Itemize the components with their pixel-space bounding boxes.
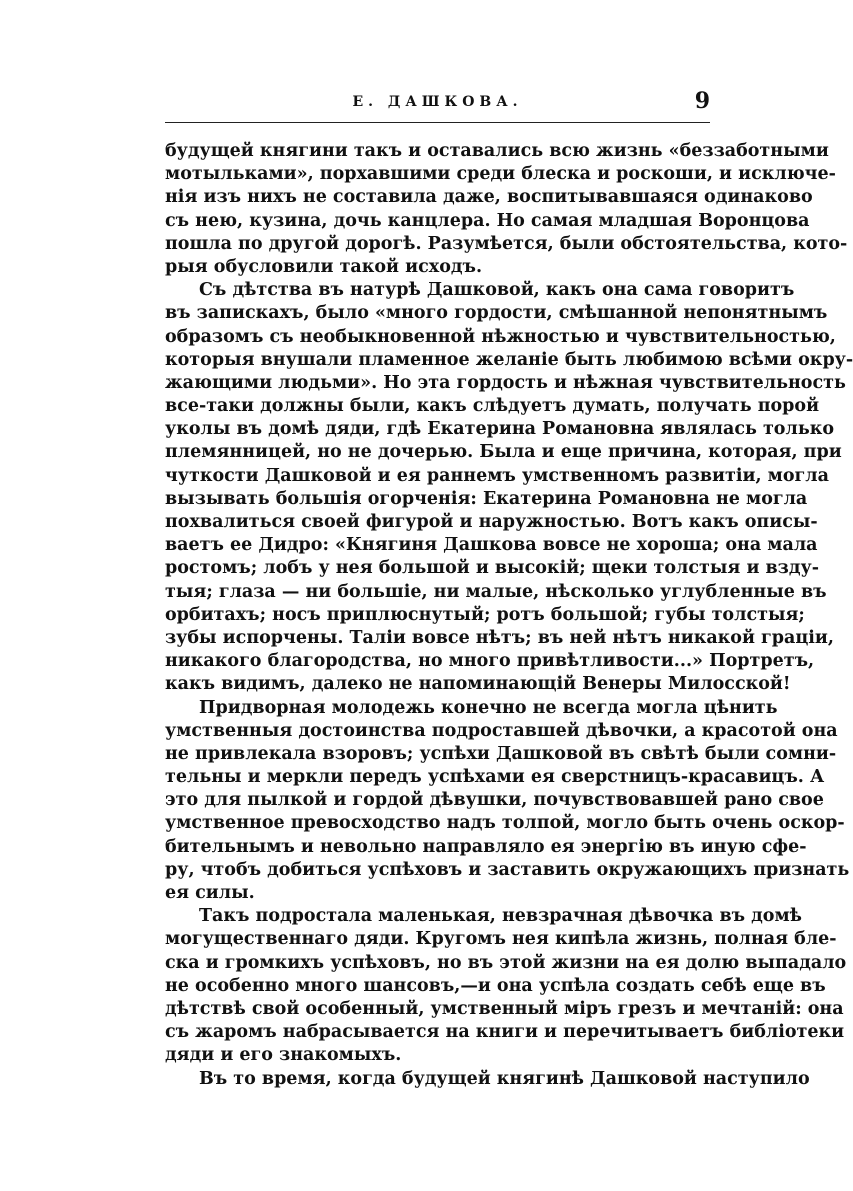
text-line: не привлекала взоровъ; успѣхи Дашковой въ свѣтѣ были сомни- <box>165 743 837 764</box>
header-rule <box>165 122 710 123</box>
text-line: тыя; глаза — ни большіе, ни малые, нѣсколько углубленные въ <box>165 581 827 602</box>
text-line: вызывать большія огорченія: Екатерина Романовна не могла <box>165 488 808 509</box>
text-line: племянницей, но не дочерью. Была и еще причина, которая, при <box>165 442 842 463</box>
page-number: 9 <box>694 88 710 114</box>
running-title: Е. ДАШКОВА. <box>352 94 523 110</box>
text-line: не особенно много шансовъ,—и она успѣла создать себѣ еще въ <box>165 975 826 996</box>
text-line: Такъ подростала маленькая, невзрачная дѣвочка въ домѣ <box>199 906 802 927</box>
text-line: зубы испорчены. Таліи вовсе нѣтъ; въ ней нѣтъ никакой граціи, <box>165 627 834 648</box>
text-line: ваетъ ее Дидро: «Княгиня Дашкова вовсе не хороша; она мала <box>165 535 818 556</box>
text-line: Въ то время, когда будущей княгинѣ Дашковой наступило <box>199 1068 810 1089</box>
paragraph <box>165 140 848 279</box>
text-line: ру, чтобъ добиться успѣховъ и заставить окружающихъ признать <box>165 859 850 880</box>
paragraph <box>165 279 853 696</box>
text-line: похвалиться своей фигурой и наружностью. Вотъ какъ описы- <box>165 512 818 532</box>
text-line: дѣтствѣ свой особенный, умственный міръ грезъ и мечтаній: она <box>165 998 844 1019</box>
text-line: ска и громкихъ успѣховъ, но въ этой жизни на ея долю выпадало <box>165 952 847 973</box>
text-line: пошла по другой дорогѣ. Разумѣется, были обстоятельства, кото- <box>165 233 848 254</box>
text-line: какъ видимъ, далеко не напоминающій Венеры Милосской! <box>165 674 791 695</box>
text-line: ростомъ; лобъ у нея большой и высокій; щеки толстыя и взду- <box>165 558 819 579</box>
text-line: все-таки должны были, какъ слѣдуетъ думать, получать порой <box>165 396 820 417</box>
text-line: никакого благородства, но много привѣтливости...» Портретъ, <box>165 651 815 672</box>
text-line: чуткости Дашковой и ея раннемъ умственномъ развитіи, могла <box>165 465 829 486</box>
paragraph <box>165 697 850 906</box>
text-line: ея силы. <box>165 883 255 903</box>
text-line: рыя обусловили такой исходъ. <box>165 256 483 277</box>
text-line: нія изъ нихъ не составила даже, воспитывавшаяся одинаково <box>165 187 813 208</box>
text-line: жающими людьми». Но эта гордость и нѣжная чувствительность <box>165 372 846 393</box>
text-line: дяди и его знакомыхъ. <box>165 1045 402 1066</box>
text-line: умственныя достоинства подроставшей дѣвочки, а красотой она <box>165 720 838 741</box>
paragraph <box>165 1068 810 1091</box>
text-line: съ жаромъ набрасывается на книги и перечитываетъ библіотеки <box>165 1022 845 1043</box>
text-line: орбитахъ; носъ приплюснутый; ротъ большой; губы толстыя; <box>165 604 805 625</box>
text-line: уколы въ домѣ дяди, гдѣ Екатерина Романовна являлась только <box>165 419 835 440</box>
text-line: умственное превосходство надъ толпой, могло быть очень оскор- <box>165 813 845 834</box>
text-line: Придворная молодежь конечно не всегда могла цѣнить <box>199 697 778 718</box>
text-line: бительнымъ и невольно направляло ея энергію въ иную сфе- <box>165 836 807 857</box>
body-text <box>165 140 853 1091</box>
text-line: будущей княгини такъ и оставались всю жизнь «беззаботными <box>165 141 829 161</box>
text-line: съ нею, кузина, дочь канцлера. Но самая младшая Воронцова <box>165 210 810 231</box>
running-header <box>165 88 710 118</box>
text-line: Съ дѣтства въ натурѣ Дашковой, какъ она сама говоритъ <box>199 280 795 301</box>
text-line: мотыльками», порхавшими среди блеска и роскоши, и исключе- <box>165 164 836 185</box>
paragraph <box>165 905 847 1067</box>
text-line: это для пылкой и гордой дѣвушки, почувствовавшей рано свое <box>165 790 824 811</box>
text-line: могущественнаго дяди. Кругомъ нея кипѣла жизнь, полная бле- <box>165 929 837 950</box>
text-line: тельны и меркли передъ успѣхами ея сверстницъ-красавицъ. А <box>165 767 825 788</box>
text-line: образомъ съ необыкновенной нѣжностью и чувствительностью, <box>165 326 836 347</box>
text-line: которыя внушали пламенное желаніе быть любимою всѣми окру- <box>165 349 853 370</box>
text-line: въ запискахъ, было «много гордости, смѣшанной непонятнымъ <box>165 303 828 324</box>
